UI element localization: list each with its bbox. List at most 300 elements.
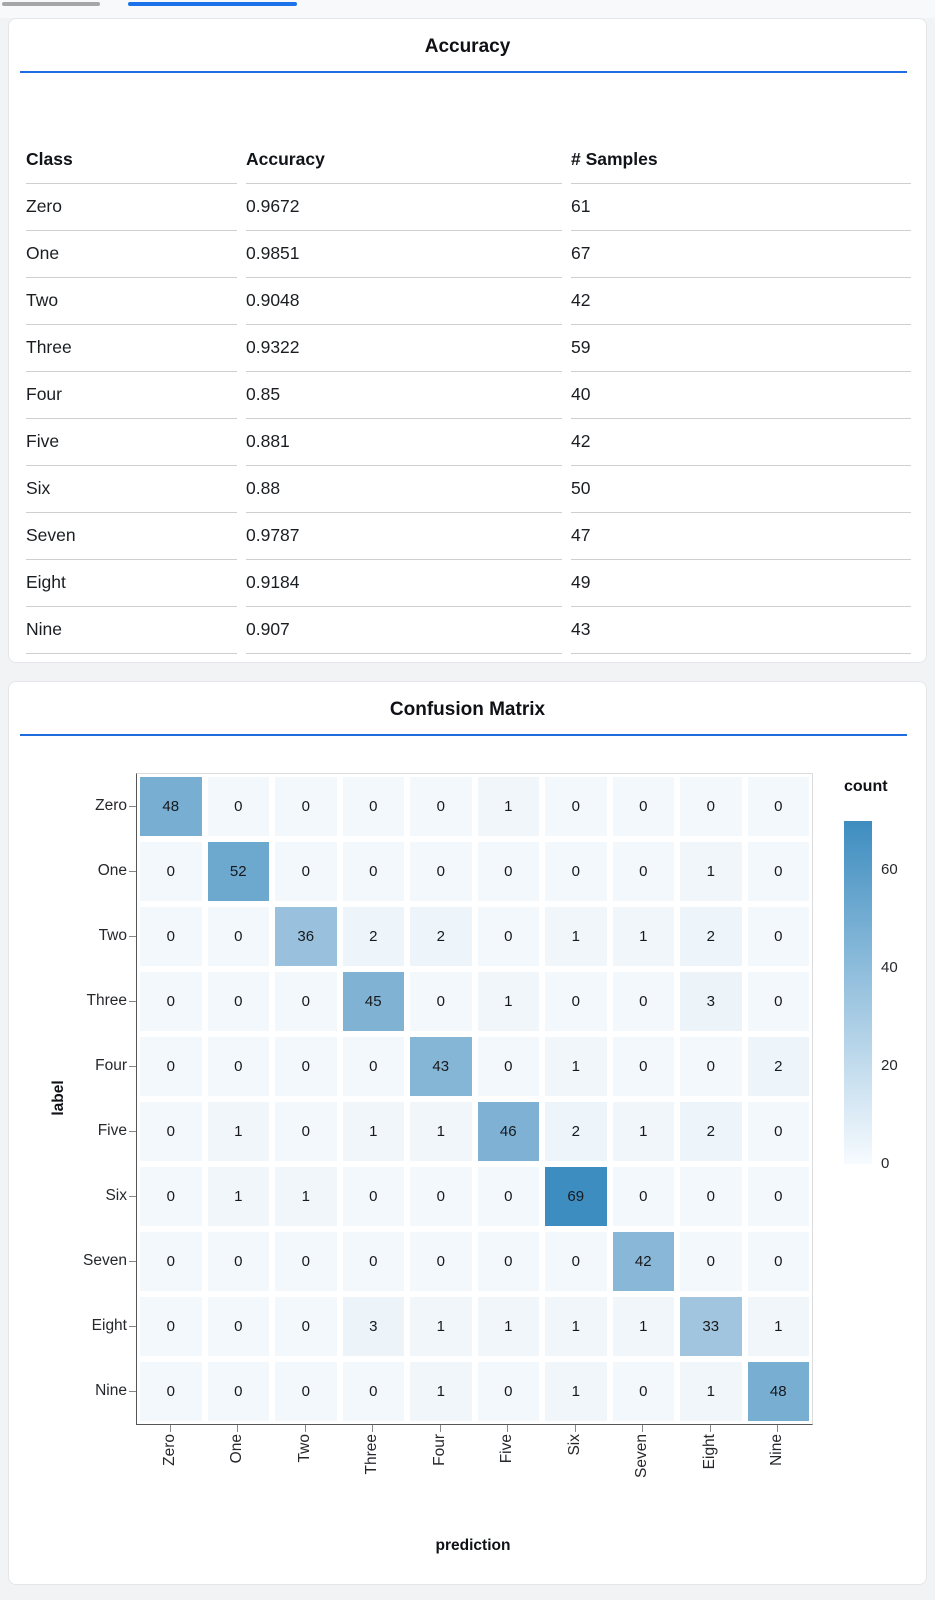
heatmap-cell-value: 0	[208, 1037, 270, 1096]
table-cell: 50	[571, 465, 911, 512]
heatmap-cell-value: 0	[275, 1102, 337, 1161]
y-axis-tick	[129, 1326, 136, 1327]
heatmap-cell	[542, 969, 610, 1034]
heatmap-cell-value: 1	[545, 1362, 607, 1421]
heatmap-cell-value: 0	[613, 1167, 675, 1226]
heatmap-cell-value: 1	[613, 907, 675, 966]
heatmap-cell-value: 0	[545, 972, 607, 1031]
heatmap-cell	[610, 774, 678, 839]
inactive-tab-indicator[interactable]	[2, 2, 100, 6]
heatmap-cell	[677, 1034, 745, 1099]
table-row	[26, 512, 911, 559]
heatmap-cell-value: 2	[410, 907, 472, 966]
x-axis-title: prediction	[435, 1537, 511, 1554]
column-header-samples: # Samples	[571, 149, 658, 169]
table-header-row	[26, 99, 911, 183]
table-cell: Eight	[26, 559, 237, 606]
heatmap-cell	[542, 1164, 610, 1229]
heatmap-cell	[610, 1359, 678, 1424]
heatmap-cell	[542, 904, 610, 969]
heatmap-cell	[340, 1034, 408, 1099]
heatmap-cell	[542, 1294, 610, 1359]
heatmap-cell	[205, 1034, 273, 1099]
heatmap-cell	[407, 1359, 475, 1424]
heatmap-cell-value: 0	[748, 1102, 810, 1161]
y-axis-tick	[129, 936, 136, 937]
heatmap-cell-value: 0	[410, 842, 472, 901]
x-axis-tick	[507, 1425, 508, 1432]
heatmap-cell-value: 0	[275, 972, 337, 1031]
legend-gradient-bar	[844, 821, 872, 1164]
y-axis-tick	[129, 1131, 136, 1132]
legend-title: count	[844, 778, 888, 795]
heatmap-cell	[272, 1359, 340, 1424]
y-axis-label: Zero	[95, 796, 127, 814]
heatmap-cell	[475, 1229, 543, 1294]
table-cell: 49	[571, 559, 911, 606]
column-header-accuracy: Accuracy	[246, 149, 325, 169]
heatmap-cell-value: 0	[275, 1037, 337, 1096]
tab-bar	[0, 0, 935, 18]
x-axis-label: Six	[565, 1434, 583, 1456]
heatmap-cell	[475, 1164, 543, 1229]
table-cell: 0.907	[246, 606, 562, 654]
y-axis-tick	[129, 1066, 136, 1067]
heatmap-cell-value: 0	[478, 907, 540, 966]
heatmap-cell	[340, 969, 408, 1034]
y-axis-tick	[129, 871, 136, 872]
confusion-matrix-card-title: Confusion Matrix	[389, 699, 546, 720]
heatmap-cell-value: 1	[410, 1362, 472, 1421]
x-axis-tick	[575, 1425, 576, 1432]
heatmap-cell-value: 0	[140, 1037, 202, 1096]
heatmap-cell	[542, 1359, 610, 1424]
table-cell: 0.9184	[246, 559, 562, 606]
legend-tick-label: 40	[881, 959, 898, 976]
table-cell: 43	[571, 606, 911, 654]
heatmap-cell	[137, 904, 205, 969]
column-header-class: Class	[26, 149, 73, 169]
heatmap-cell-value: 0	[410, 777, 472, 836]
heatmap-cell-value: 0	[343, 1037, 405, 1096]
active-tab-indicator[interactable]	[128, 2, 297, 6]
heatmap-cell-value: 0	[748, 1232, 810, 1291]
heatmap-cell	[407, 1294, 475, 1359]
heatmap-cell	[677, 1099, 745, 1164]
heatmap-cell	[340, 1359, 408, 1424]
table-row	[26, 183, 911, 230]
heatmap-cell-value: 0	[208, 1362, 270, 1421]
x-axis-tick	[440, 1425, 441, 1432]
heatmap-cell-value: 0	[140, 972, 202, 1031]
heatmap-cell-value: 0	[680, 1037, 742, 1096]
heatmap-cell-value: 0	[208, 907, 270, 966]
heatmap-plot-area	[136, 773, 813, 1425]
table-cell: Zero	[26, 183, 237, 230]
heatmap-cell	[745, 1099, 813, 1164]
heatmap-cell-value: 1	[545, 1297, 607, 1356]
heatmap-cell	[610, 1294, 678, 1359]
accuracy-title-underline	[20, 71, 907, 73]
heatmap-cell	[745, 1294, 813, 1359]
heatmap-cell-value: 0	[275, 842, 337, 901]
heatmap-cell	[542, 1099, 610, 1164]
x-axis-tick	[777, 1425, 778, 1432]
heatmap-cell-value: 1	[748, 1297, 810, 1356]
heatmap-cell	[272, 1229, 340, 1294]
table-cell: Six	[26, 465, 237, 512]
heatmap-cell	[137, 1099, 205, 1164]
heatmap-cell-value: 0	[680, 1167, 742, 1226]
heatmap-cell-value: 33	[680, 1297, 742, 1356]
y-axis-tick	[129, 1391, 136, 1392]
heatmap-cell-value: 0	[343, 1362, 405, 1421]
heatmap-cell-value: 0	[208, 1232, 270, 1291]
heatmap-cell	[272, 839, 340, 904]
heatmap-cell	[340, 774, 408, 839]
heatmap-cell-value: 2	[545, 1102, 607, 1161]
table-cell: 0.88	[246, 465, 562, 512]
heatmap-cell	[272, 774, 340, 839]
table-row	[26, 606, 911, 654]
y-axis-tick	[129, 1261, 136, 1262]
heatmap-cell-value: 0	[478, 842, 540, 901]
legend-tick-label: 60	[881, 861, 898, 878]
heatmap-cell-value: 0	[748, 907, 810, 966]
table-cell: Nine	[26, 606, 237, 654]
x-axis-tick	[237, 1425, 238, 1432]
heatmap-cell-value: 0	[140, 1297, 202, 1356]
table-cell: Three	[26, 324, 237, 371]
confusion-matrix-chart	[9, 682, 928, 1586]
x-axis-tick	[372, 1425, 373, 1432]
heatmap-cell	[407, 904, 475, 969]
heatmap-cell-value: 48	[140, 777, 202, 836]
x-axis-tick	[642, 1425, 643, 1432]
heatmap-cell-value: 0	[748, 842, 810, 901]
table-row	[26, 559, 911, 606]
heatmap-cell-value: 0	[613, 1362, 675, 1421]
heatmap-cell-value: 0	[748, 777, 810, 836]
table-row	[26, 465, 911, 512]
heatmap-cell-value: 0	[680, 1232, 742, 1291]
heatmap-cell-value: 0	[140, 1362, 202, 1421]
heatmap-cell	[205, 839, 273, 904]
table-cell: 0.85	[246, 371, 562, 418]
heatmap-cell-value: 0	[478, 1362, 540, 1421]
heatmap-cell-value: 43	[410, 1037, 472, 1096]
heatmap-cell-value: 0	[545, 842, 607, 901]
heatmap-cell-value: 0	[613, 777, 675, 836]
heatmap-cell	[677, 969, 745, 1034]
heatmap-cell-value: 0	[613, 972, 675, 1031]
heatmap-cell	[610, 1099, 678, 1164]
heatmap-cell-value: 0	[275, 1297, 337, 1356]
heatmap-cell	[137, 1294, 205, 1359]
x-axis-label: Seven	[633, 1434, 651, 1478]
heatmap-cell-value: 0	[478, 1037, 540, 1096]
heatmap-cell	[340, 839, 408, 904]
heatmap-cell	[340, 1164, 408, 1229]
heatmap-cell	[137, 774, 205, 839]
legend-tick-label: 0	[881, 1155, 890, 1172]
table-cell: 0.9851	[246, 230, 562, 277]
heatmap-cell	[137, 1164, 205, 1229]
heatmap-cell-value: 0	[343, 777, 405, 836]
table-row	[26, 324, 911, 371]
heatmap-cell	[745, 1229, 813, 1294]
accuracy-table	[17, 99, 920, 654]
y-axis-title: label	[50, 1080, 67, 1116]
heatmap-cell-value: 1	[343, 1102, 405, 1161]
heatmap-cell-value: 46	[478, 1102, 540, 1161]
heatmap-cell-value: 0	[140, 842, 202, 901]
heatmap-cell-value: 0	[748, 972, 810, 1031]
heatmap-cell	[542, 839, 610, 904]
heatmap-cell	[745, 1164, 813, 1229]
heatmap-cell-value: 0	[410, 1232, 472, 1291]
heatmap-cell	[205, 1164, 273, 1229]
confusion-matrix-card	[8, 681, 927, 1585]
heatmap-cell	[475, 1294, 543, 1359]
accuracy-card-title: Accuracy	[424, 36, 511, 57]
heatmap-cell-value: 3	[343, 1297, 405, 1356]
heatmap-cell-value: 0	[748, 1167, 810, 1226]
heatmap-cell	[272, 969, 340, 1034]
table-row	[26, 277, 911, 324]
x-axis-label: One	[228, 1434, 246, 1464]
heatmap-cell	[677, 904, 745, 969]
heatmap-cell-value: 1	[410, 1297, 472, 1356]
heatmap-cell-value: 0	[478, 1167, 540, 1226]
heatmap-cell	[745, 1359, 813, 1424]
heatmap-cell	[407, 1099, 475, 1164]
x-axis-label: Nine	[768, 1434, 786, 1466]
heatmap-cell-value: 0	[680, 777, 742, 836]
heatmap-cell	[677, 1164, 745, 1229]
table-cell: 0.9672	[246, 183, 562, 230]
heatmap-cell	[745, 774, 813, 839]
heatmap-cell	[205, 1099, 273, 1164]
heatmap-cell	[475, 1359, 543, 1424]
heatmap-cell-value: 0	[613, 1037, 675, 1096]
heatmap-cell-value: 0	[208, 777, 270, 836]
heatmap-cell	[407, 1034, 475, 1099]
heatmap-cell	[610, 904, 678, 969]
heatmap-cell	[745, 1034, 813, 1099]
table-cell: Seven	[26, 512, 237, 559]
heatmap-cell-value: 0	[208, 1297, 270, 1356]
table-cell: Four	[26, 371, 237, 418]
accuracy-card	[8, 18, 927, 663]
heatmap-cell-value: 69	[545, 1167, 607, 1226]
y-axis-label: Eight	[91, 1316, 127, 1334]
table-cell: 42	[571, 277, 911, 324]
heatmap-cell-value: 1	[478, 777, 540, 836]
heatmap-cell	[542, 774, 610, 839]
heatmap-cell	[745, 969, 813, 1034]
heatmap-cell	[205, 969, 273, 1034]
heatmap-cell	[475, 1099, 543, 1164]
table-cell: 59	[571, 324, 911, 371]
heatmap-cell-value: 0	[275, 1232, 337, 1291]
y-axis-label: Nine	[95, 1381, 127, 1399]
heatmap-cell	[407, 774, 475, 839]
heatmap-cell	[407, 969, 475, 1034]
table-cell: 0.9787	[246, 512, 562, 559]
heatmap-cell	[677, 774, 745, 839]
heatmap-cell-value: 1	[545, 907, 607, 966]
table-cell: 61	[571, 183, 911, 230]
heatmap-cell	[407, 1164, 475, 1229]
x-axis-label: Five	[498, 1434, 516, 1464]
heatmap-cell	[137, 1229, 205, 1294]
heatmap-cell	[610, 839, 678, 904]
heatmap-cell	[677, 1359, 745, 1424]
heatmap-cell	[137, 1034, 205, 1099]
heatmap-cell-value: 0	[545, 1232, 607, 1291]
y-axis-label: Four	[95, 1056, 127, 1074]
heatmap-cell	[340, 904, 408, 969]
y-axis-tick	[129, 1196, 136, 1197]
y-axis-label: Three	[86, 991, 127, 1009]
heatmap-cell-value: 0	[343, 1232, 405, 1291]
heatmap-cell	[205, 1294, 273, 1359]
heatmap-cell	[475, 904, 543, 969]
heatmap-cell-value: 3	[680, 972, 742, 1031]
y-axis-label: Six	[105, 1186, 127, 1204]
heatmap-cell-value: 0	[140, 1167, 202, 1226]
heatmap-cell-value: 0	[140, 1102, 202, 1161]
heatmap-cell	[745, 839, 813, 904]
heatmap-cell	[137, 1359, 205, 1424]
heatmap-cell	[677, 1294, 745, 1359]
heatmap-cell-value: 1	[208, 1102, 270, 1161]
heatmap-cell-value: 0	[410, 1167, 472, 1226]
heatmap-cell	[475, 1034, 543, 1099]
x-axis-tick	[170, 1425, 171, 1432]
y-axis-tick	[129, 806, 136, 807]
heatmap-cell	[340, 1294, 408, 1359]
heatmap-cell-value: 1	[275, 1167, 337, 1226]
heatmap-cell-value: 1	[478, 1297, 540, 1356]
heatmap-cell	[475, 839, 543, 904]
heatmap-cell	[272, 1034, 340, 1099]
heatmap-cell-value: 2	[343, 907, 405, 966]
x-axis-tick	[305, 1425, 306, 1432]
table-cell: 40	[571, 371, 911, 418]
heatmap-cell	[610, 1229, 678, 1294]
heatmap-cell	[340, 1229, 408, 1294]
x-axis-label: Two	[295, 1434, 313, 1463]
heatmap-cell	[475, 774, 543, 839]
x-axis-label: Zero	[160, 1434, 178, 1466]
heatmap-cell	[137, 839, 205, 904]
heatmap-cell-value: 0	[140, 907, 202, 966]
y-axis-label: Five	[97, 1121, 127, 1139]
heatmap-cell-value: 0	[613, 842, 675, 901]
heatmap-cell-value: 2	[680, 907, 742, 966]
heatmap-cell	[272, 904, 340, 969]
legend-tick-label: 20	[881, 1057, 898, 1074]
heatmap-cell-value: 0	[275, 777, 337, 836]
heatmap-cell	[272, 1164, 340, 1229]
heatmap-cell	[610, 1164, 678, 1229]
table-row	[26, 230, 911, 277]
table-row	[26, 371, 911, 418]
y-axis-label: One	[97, 861, 127, 879]
heatmap-cell-value: 0	[478, 1232, 540, 1291]
heatmap-cell-value: 0	[208, 972, 270, 1031]
heatmap-cell-value: 0	[343, 1167, 405, 1226]
y-axis-label: Seven	[83, 1251, 127, 1269]
heatmap-cell	[407, 839, 475, 904]
table-cell: 67	[571, 230, 911, 277]
heatmap-cell-value: 48	[748, 1362, 810, 1421]
heatmap-cell	[205, 1359, 273, 1424]
heatmap-cell-value: 0	[410, 972, 472, 1031]
table-cell: 0.881	[246, 418, 562, 465]
x-axis-tick	[710, 1425, 711, 1432]
heatmap-cell-value: 1	[613, 1102, 675, 1161]
heatmap-cell	[745, 904, 813, 969]
heatmap-cell	[542, 1229, 610, 1294]
x-axis-label: Eight	[700, 1434, 718, 1470]
table-cell: 0.9322	[246, 324, 562, 371]
heatmap-cell	[205, 774, 273, 839]
heatmap-cell-value: 0	[545, 777, 607, 836]
heatmap-cell	[407, 1229, 475, 1294]
table-row	[26, 418, 911, 465]
heatmap-cell	[610, 1034, 678, 1099]
table-cell: 42	[571, 418, 911, 465]
heatmap-cell-value: 1	[680, 842, 742, 901]
heatmap-cell-value: 45	[343, 972, 405, 1031]
table-cell: Two	[26, 277, 237, 324]
heatmap-cell	[340, 1099, 408, 1164]
heatmap-cell-value: 1	[410, 1102, 472, 1161]
heatmap-cell-value: 1	[613, 1297, 675, 1356]
heatmap-cell	[272, 1294, 340, 1359]
heatmap-cell-value: 0	[275, 1362, 337, 1421]
heatmap-cell	[542, 1034, 610, 1099]
heatmap-cell-value: 2	[680, 1102, 742, 1161]
x-axis-label: Four	[430, 1434, 448, 1466]
heatmap-cell	[137, 969, 205, 1034]
heatmap-cell	[205, 904, 273, 969]
heatmap-cell-value: 1	[478, 972, 540, 1031]
table-cell: One	[26, 230, 237, 277]
table-cell: 0.9048	[246, 277, 562, 324]
y-axis-tick	[129, 1001, 136, 1002]
heatmap-cell-value: 42	[613, 1232, 675, 1291]
heatmap-cell-value: 52	[208, 842, 270, 901]
y-axis-label: Two	[98, 926, 127, 944]
table-cell: 47	[571, 512, 911, 559]
heatmap-cell	[610, 969, 678, 1034]
x-axis-label: Three	[363, 1434, 381, 1475]
table-cell: Five	[26, 418, 237, 465]
heatmap-cell	[677, 839, 745, 904]
heatmap-cell-value: 0	[140, 1232, 202, 1291]
heatmap-cell	[475, 969, 543, 1034]
heatmap-cell-value: 1	[545, 1037, 607, 1096]
heatmap-cell	[205, 1229, 273, 1294]
heatmap-cell	[677, 1229, 745, 1294]
heatmap-cell-value: 36	[275, 907, 337, 966]
heatmap-cell-value: 1	[680, 1362, 742, 1421]
heatmap-cell	[272, 1099, 340, 1164]
